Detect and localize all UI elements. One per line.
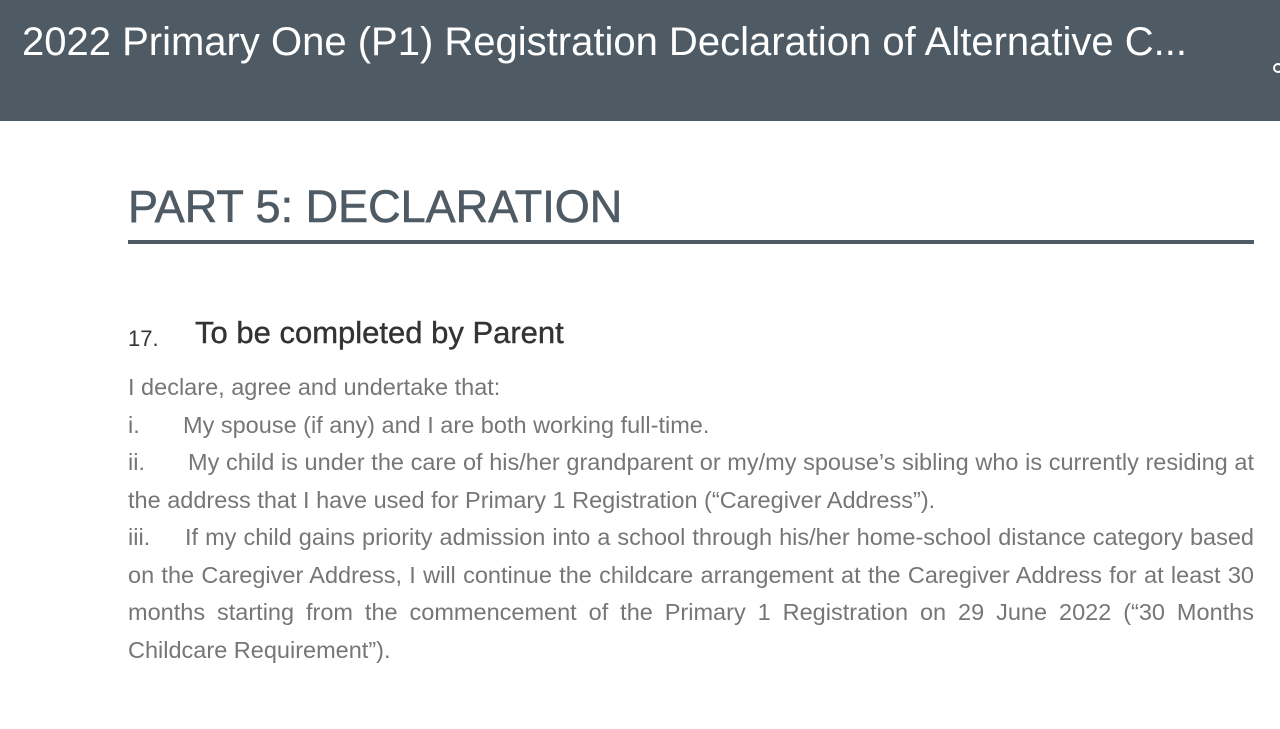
question-heading-row [128, 315, 1254, 355]
declaration-item-2 [128, 444, 1254, 519]
item-text: My child is under the care of his/her grandparent or my/my spouse’s sibling who is currently residing at the address that I have used for Primary 1 Registration (“Caregiver Address”). [128, 449, 1254, 513]
item-marker: iii. [128, 524, 151, 550]
declaration-item-3 [128, 519, 1254, 669]
question-number: 17. [128, 326, 159, 351]
question-heading: To be completed by Parent [195, 315, 564, 350]
section-title: PART 5: DECLARATION [128, 181, 623, 232]
declaration-intro: I declare, agree and undertake that: [128, 374, 501, 400]
partial-circle-icon [1273, 60, 1280, 76]
item-text: My spouse (if any) and I are both working full-time. [183, 411, 710, 438]
section-divider [128, 240, 1254, 244]
declaration-text [128, 369, 1254, 669]
document-title: 2022 Primary One (P1) Registration Declaration of Alternative C... [22, 20, 1187, 64]
item-text: If my child gains priority admission into a school through his/her home-school distance category based on the Caregiver Address, I will continue the childcare arrangement at the Caregiver Address for at least 30 months starting from the commencement of the Primary 1 Registration on 29 June 2022 (“30 Months Childcare Requirement”). [128, 524, 1254, 663]
item-marker: i. [128, 411, 140, 438]
item-marker: ii. [128, 449, 145, 475]
document-header [0, 0, 1280, 121]
declaration-item-1 [128, 407, 1254, 445]
